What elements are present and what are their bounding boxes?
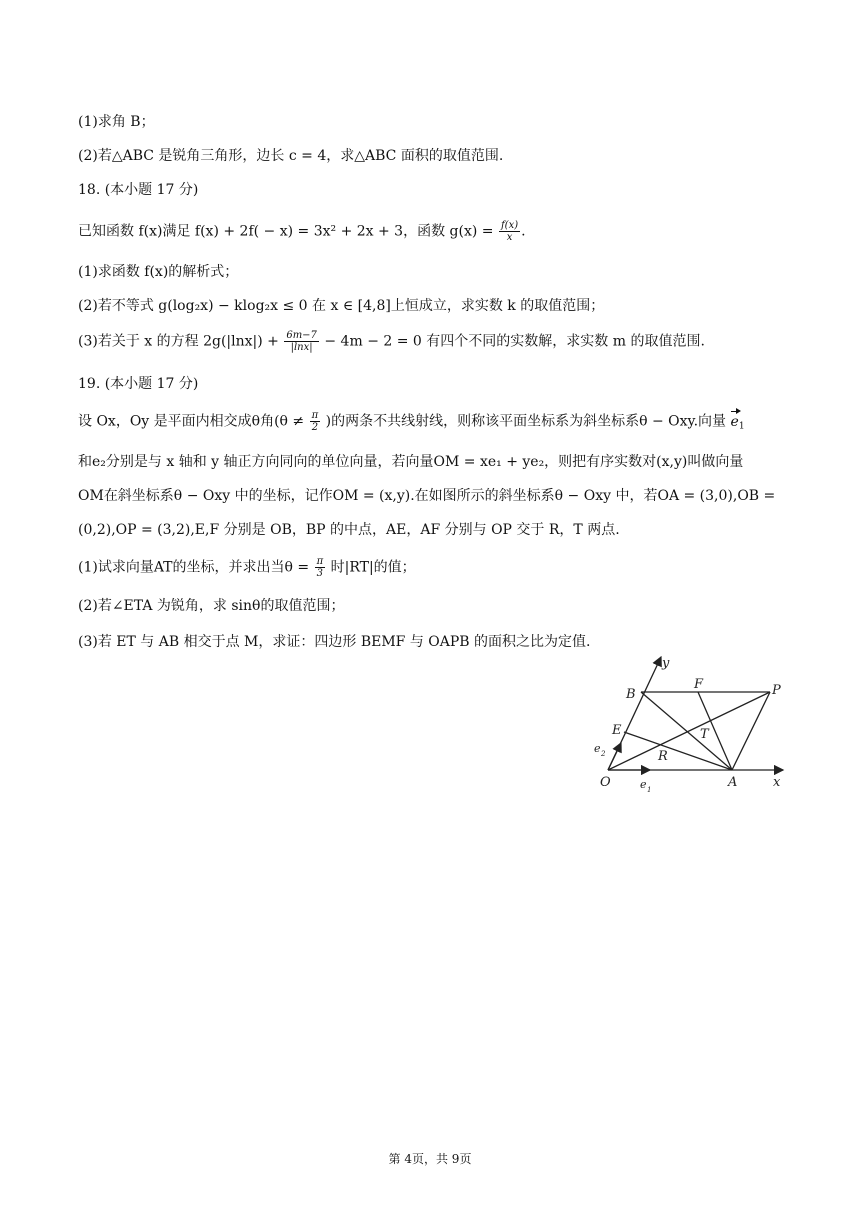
label-E: E: [612, 723, 622, 738]
q19-text-a: 设 Ox，Oy 是平面内相交成θ角(θ ≠: [78, 413, 305, 430]
segment-AB: [641, 692, 732, 770]
q19-part1-text-a: (1)试求向量AT的坐标，并求出当θ =: [78, 559, 310, 576]
label-e2-sub: 2: [601, 750, 606, 758]
fraction-pi-over-3: $\frac{\pi}{3}$: [316, 556, 324, 579]
q19-statement-line4: (0,2),OP = (3,2),E,F 分别是 OB，BP 的中点，AE，AF 分别与 OP 交于 R，T 两点.: [78, 522, 620, 538]
q19-part1-text-b: 时|RT|的值；: [330, 559, 416, 576]
label-T: T: [700, 727, 709, 742]
q19-text-b: )的两条不共线射线，则称该平面坐标系为斜坐标系θ − Oxy.向量: [325, 413, 727, 430]
segment-OP: [608, 692, 770, 770]
q18-part3: [78, 330, 705, 353]
q19-part1: [78, 556, 416, 579]
q19-part3: (3)若 ET 与 AB 相交于点 M，求证：四边形 BEMF 与 OAPB 的面积之比为定值.: [78, 634, 591, 650]
q19-statement-line1: 设 Ox，Oy 是平面内相交成θ角(θ ≠ $\frac{\pi}{2}$ )的两条不共线射线，则称该平面坐标系为斜坐标系θ − Oxy.向量 $e_1$: [78, 410, 745, 433]
q18-part1: (1)求函数 f(x)的解析式；: [78, 264, 239, 280]
q19-statement-line3: OM在斜坐标系θ − Oxy 中的坐标，记作OM = (x,y).在如图所示的斜坐标系θ − Oxy 中，若OA = (3,0),OB =: [78, 488, 776, 504]
label-y: y: [662, 656, 670, 671]
vector-e1: e: [730, 413, 739, 430]
q17-part2: (2)若△ABC 是锐角三角形，边长 c = 4，求△ABC 面积的取值范围.: [78, 148, 504, 164]
fraction-fx-over-x: $\frac{f(x)}{x}$: [500, 220, 519, 243]
label-e1-sub: 1: [647, 786, 652, 794]
label-A: A: [728, 775, 738, 790]
oblique-coordinate-diagram: [588, 652, 793, 797]
segment-AP: [732, 692, 770, 770]
q18-statement: 已知函数 f(x)满足 f(x) + 2f( − x) = 3x² + 2x + 3，函数 g(x) = $\frac{f(x)}{x}$ .: [78, 220, 526, 243]
fraction-6m7-over-lnx: $\frac{6m-7}{|\ln x|}$: [286, 330, 317, 353]
q17-part1: (1)求角 B；: [78, 114, 155, 130]
segment-AE: [624, 732, 732, 770]
q19-statement-line2: 和e₂分别是与 x 轴和 y 轴正方向同向的单位向量，若向量OM = xe₁ + ye₂，则把有序实数对(x,y)叫做向量: [78, 454, 744, 470]
label-P: P: [772, 683, 781, 698]
label-R: R: [658, 749, 668, 764]
q18-heading: 18. (本小题 17 分): [78, 182, 199, 198]
vector-e2-arrow: [608, 743, 621, 770]
page-footer: 第 4页，共 9页: [388, 1152, 472, 1166]
label-B: B: [626, 687, 636, 702]
label-F: F: [694, 677, 704, 692]
q18-part3-text-b: − 4m − 2 = 0 有四个不同的实数解，求实数 m 的取值范围.: [324, 333, 705, 350]
q18-part3-text-a: (3)若关于 x 的方程 2g(|lnx|) +: [78, 333, 279, 350]
label-x: x: [773, 775, 781, 790]
q18-part2: (2)若不等式 g(log₂x) − klog₂x ≤ 0 在 x ∈ [4,8]上恒成立，求实数 k 的取值范围；: [78, 298, 605, 314]
q19-part2: (2)若∠ETA 为锐角，求 sinθ的取值范围；: [78, 598, 345, 614]
label-e1: e: [640, 778, 647, 791]
label-O: O: [600, 775, 611, 790]
q18-statement-text: 已知函数 f(x)满足 f(x) + 2f( − x) = 3x² + 2x + 3，函数 g(x) =: [78, 223, 494, 240]
fraction-pi-over-2: $\frac{\pi}{2}$: [311, 410, 319, 433]
label-e2: e: [594, 742, 601, 755]
q19-heading: 19. (本小题 17 分): [78, 376, 199, 392]
